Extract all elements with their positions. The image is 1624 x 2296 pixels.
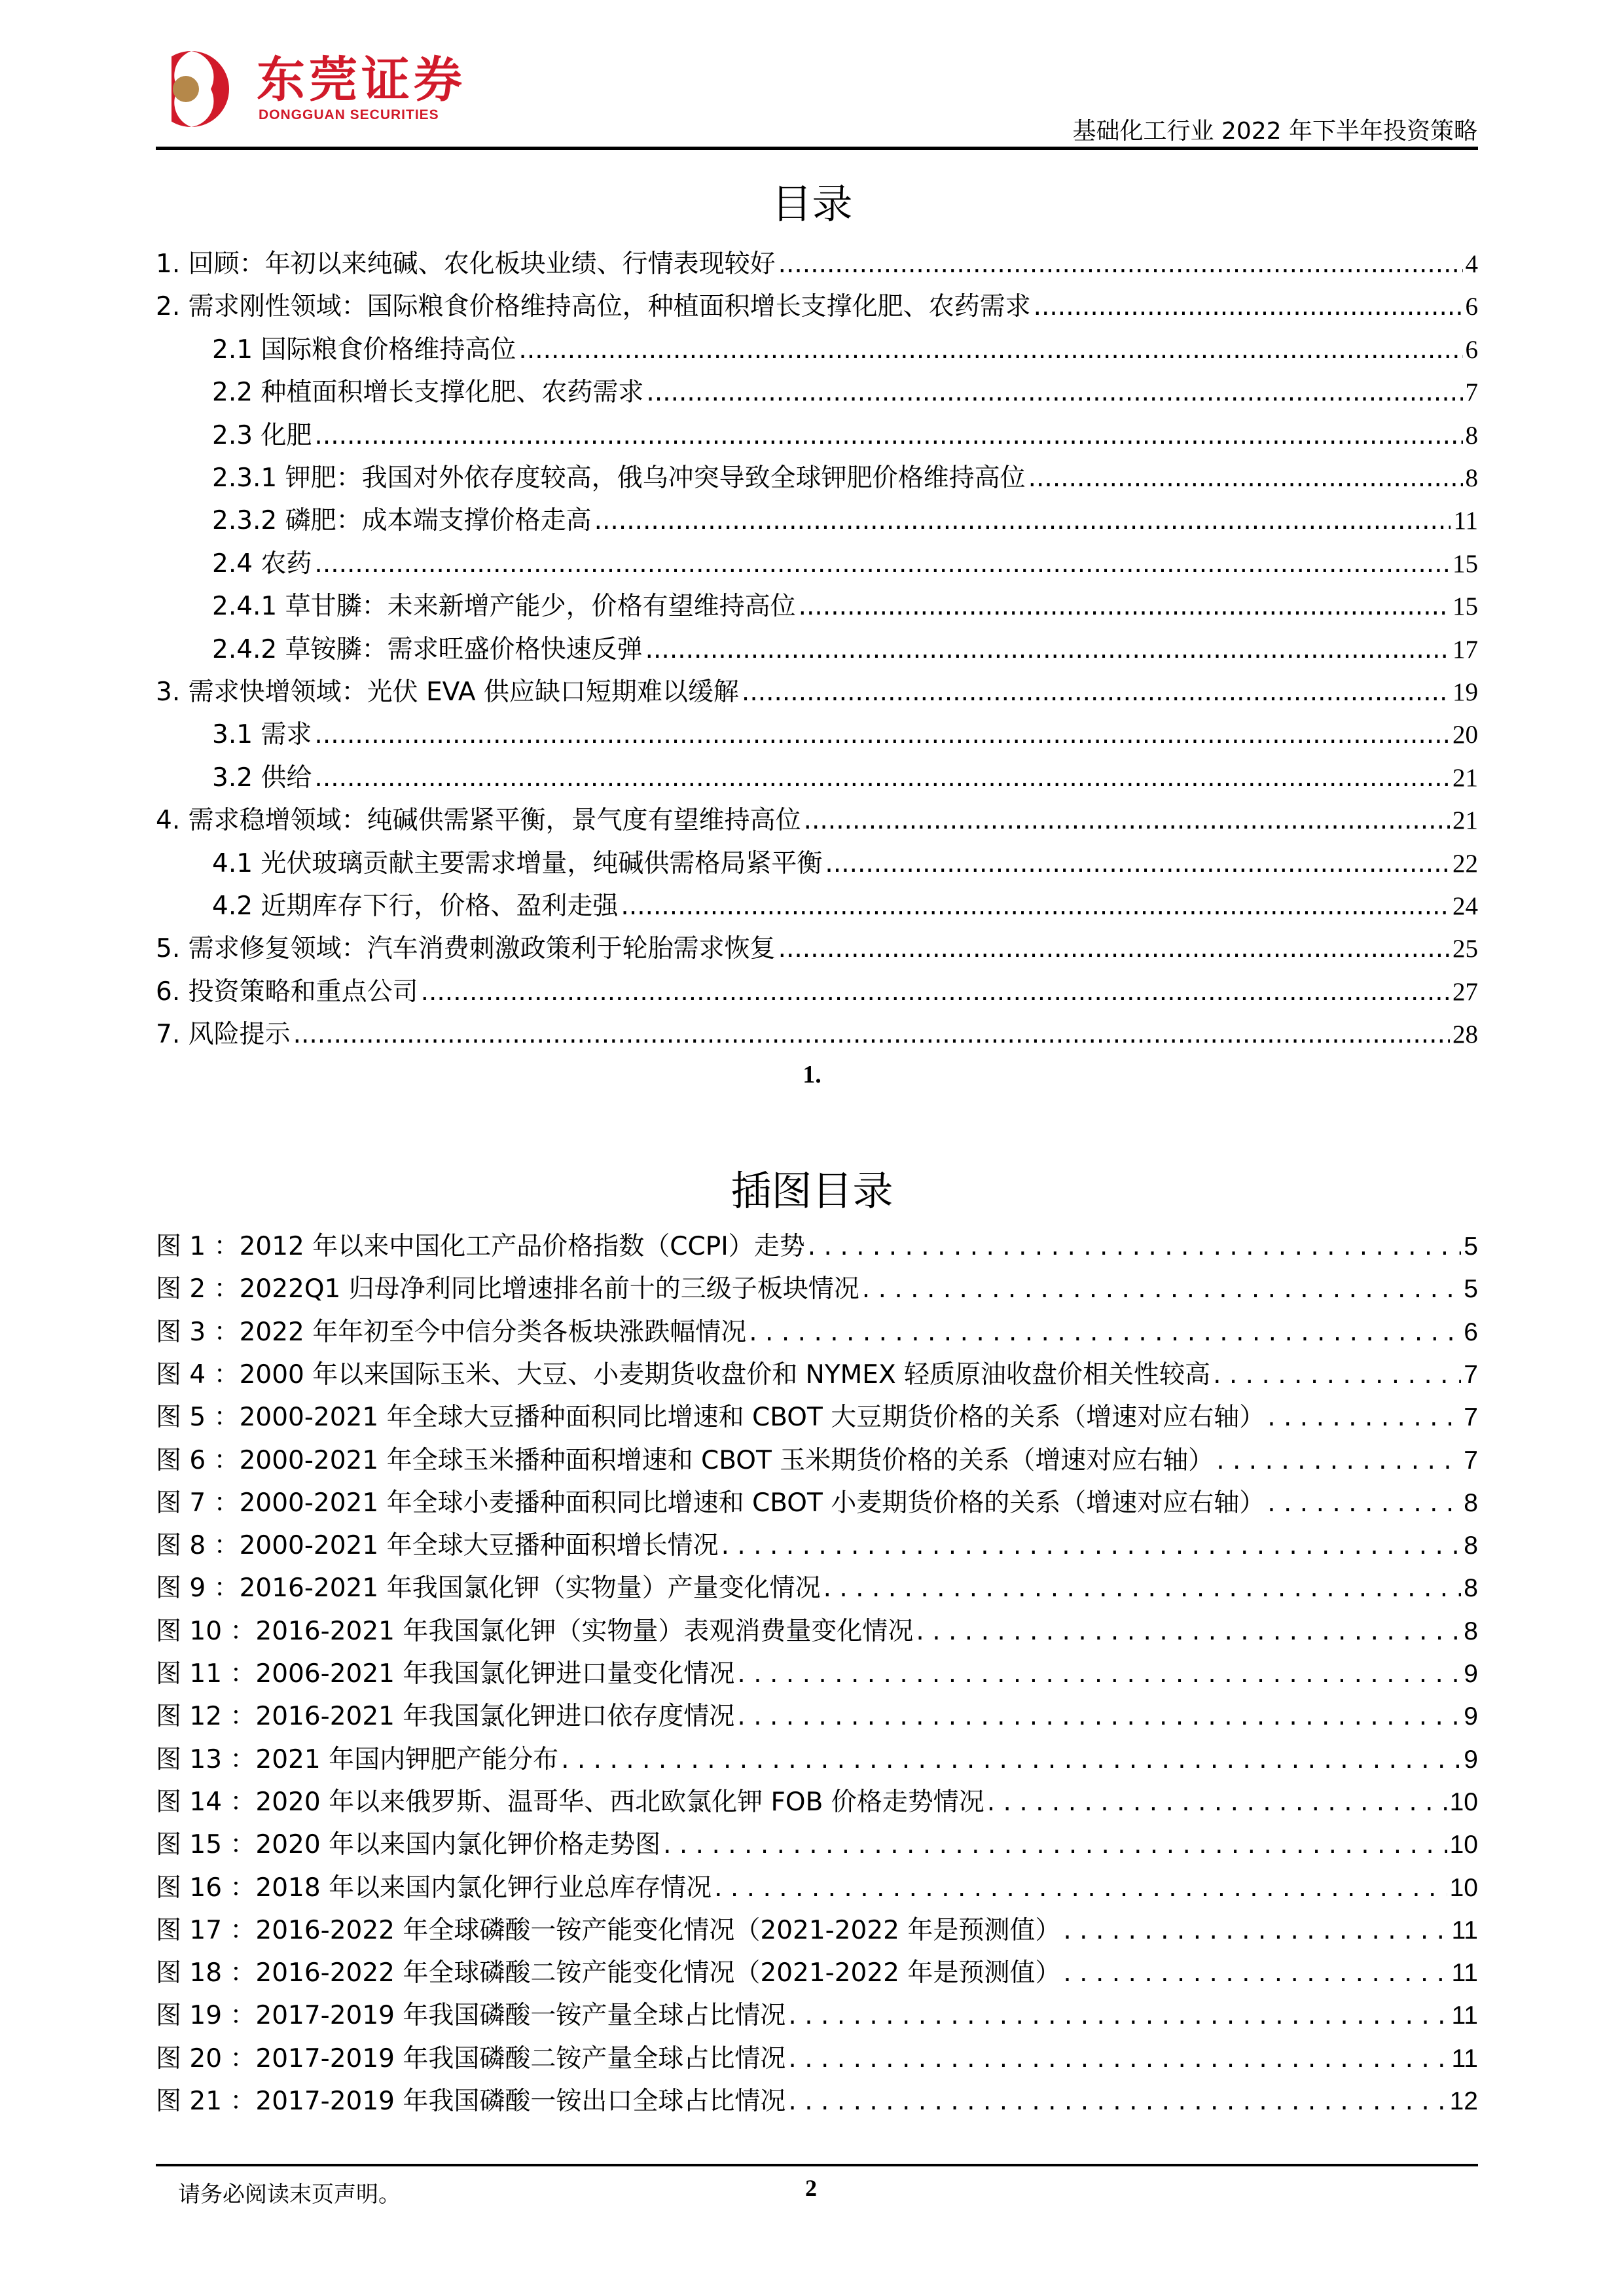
toc-entry[interactable] [156, 886, 1478, 925]
entry-page: 11 [1451, 1916, 1478, 1945]
section-number: 1. [803, 1061, 821, 1088]
dot-leader [561, 1745, 1461, 1774]
dot-leader [737, 1702, 1461, 1731]
dot-leader [862, 1274, 1462, 1304]
entry-page: 11 [1451, 2001, 1478, 2030]
entry-page: 15 [1453, 549, 1478, 578]
entry-label: 2.4 农药 [212, 548, 312, 579]
figure-entry[interactable] [156, 2038, 1478, 2077]
dot-leader [737, 1659, 1461, 1689]
entry-label: 图 10 ：2016-2021 年我国氯化钾（实物量）表观消费量变化情况 [156, 1616, 914, 1646]
entry-page: 10 [1449, 1873, 1478, 1902]
entry-page: 9 [1464, 1660, 1478, 1688]
entry-label: 图 13 ：2021 年国内钾肥产能分布 [156, 1744, 559, 1774]
entry-label: 5. 需求修复领域：汽车消费刺激政策利于轮胎需求恢复 [156, 934, 776, 964]
dot-leader [646, 378, 1462, 407]
entry-page: 27 [1453, 977, 1478, 1006]
entry-page: 12 [1449, 2087, 1478, 2115]
figure-entry[interactable] [156, 1995, 1478, 2034]
figure-entry[interactable] [156, 1525, 1478, 1564]
dot-leader [314, 763, 1450, 793]
entry-label: 图 17 ：2016-2022 年全球磷酸一铵产能变化情况（2021-2022 年是预测值） [156, 1915, 1061, 1945]
report-title: 基础化工行业 2022 年下半年投资策略 [1072, 118, 1477, 145]
entry-label: 4.2 近期库存下行，价格、盈利走强 [212, 891, 619, 921]
entry-page: 21 [1453, 763, 1478, 792]
entry-label: 图 7 ：2000-2021 年全球小麦播种面积同比增速和 CBOT 小麦期货价格的关系（增速对应右轴） [156, 1488, 1265, 1518]
entry-page: 9 [1464, 1745, 1478, 1774]
entry-page: 22 [1453, 849, 1478, 878]
figure-entry[interactable] [156, 1867, 1478, 1907]
figure-entry[interactable] [156, 1268, 1478, 1308]
dot-leader [1063, 1958, 1449, 1988]
footer-divider [156, 2164, 1478, 2166]
figure-entry[interactable] [156, 1440, 1478, 1479]
entry-page: 11 [1451, 2044, 1478, 2073]
figure-entry[interactable] [156, 1354, 1478, 1393]
toc-entry[interactable] [156, 329, 1478, 368]
entry-label: 2.4.2 草铵膦：需求旺盛价格快速反弹 [212, 634, 643, 664]
entry-page: 6 [1464, 1318, 1478, 1346]
toc-entry[interactable] [156, 372, 1478, 411]
entry-label: 图 2 ：2022Q1 归母净利同比增速排名前十的三级子板块情况 [156, 1274, 859, 1304]
entry-label: 图 9 ：2016-2021 年我国氯化钾（实物量）产量变化情况 [156, 1573, 821, 1604]
dot-leader [1063, 1916, 1449, 1945]
entry-page: 9 [1464, 1702, 1478, 1731]
entry-page: 10 [1449, 1831, 1478, 1859]
entry-page: 5 [1464, 1275, 1478, 1304]
figure-entry[interactable] [156, 2081, 1478, 2120]
entry-label: 图 8 ：2000-2021 年全球大豆播种面积增长情况 [156, 1531, 719, 1561]
dot-leader [778, 249, 1463, 279]
entry-page: 11 [1451, 1959, 1478, 1988]
entry-page: 15 [1453, 592, 1478, 621]
figure-entry[interactable] [156, 1696, 1478, 1735]
figure-entry[interactable] [156, 1568, 1478, 1607]
entry-page: 6 [1465, 335, 1478, 364]
entry-page: 24 [1453, 892, 1478, 920]
toc-entry[interactable] [156, 714, 1478, 753]
entry-page: 7 [1464, 1403, 1478, 1432]
entry-page: 11 [1453, 507, 1478, 535]
dot-leader [645, 635, 1450, 664]
page-number: 2 [805, 2175, 817, 2201]
toc-entry[interactable] [156, 415, 1478, 454]
entry-page: 7 [1465, 378, 1478, 407]
entry-label: 2. 需求刚性领域：国际粮食价格维持高位，种植面积增长支撑化肥、农药需求 [156, 292, 1031, 322]
entry-label: 图 11 ：2006-2021 年我国氯化钾进口量变化情况 [156, 1659, 735, 1689]
entry-label: 图 4 ：2000 年以来国际玉米、大豆、小麦期货收盘价和 NYMEX 轻质原油收盘价相关性较高 [156, 1359, 1211, 1390]
entry-label: 2.3 化肥 [212, 420, 312, 450]
toc-entry[interactable] [156, 843, 1478, 882]
entry-page: 19 [1453, 678, 1478, 706]
entry-label: 3. 需求快增领域：光伏 EVA 供应缺口短期难以缓解 [156, 677, 739, 707]
entry-label: 2.3.1 钾肥：我国对外依存度较高，俄乌冲突导致全球钾肥价格维持高位 [212, 463, 1026, 493]
entry-page: 8 [1464, 1574, 1478, 1603]
entry-label: 图 15 ：2020 年以来国内氯化钾价格走势图 [156, 1830, 661, 1860]
entry-label: 3.2 供给 [212, 762, 312, 793]
dot-leader [1034, 292, 1463, 321]
dot-leader [788, 2087, 1447, 2116]
dot-leader [314, 549, 1450, 579]
figure-entry[interactable] [156, 1397, 1478, 1436]
entry-label: 图 19 ：2017-2019 年我国磷酸一铵产量全球占比情况 [156, 2001, 786, 2031]
company-logo [171, 47, 473, 132]
logo-chinese-name: 东莞证券 [257, 52, 466, 108]
entry-page: 7 [1464, 1360, 1478, 1389]
entry-page: 4 [1465, 250, 1478, 278]
toc-entry[interactable] [156, 971, 1478, 1011]
entry-page: 21 [1453, 806, 1478, 835]
toc-title: 目录 [771, 180, 853, 228]
dot-leader [749, 1318, 1461, 1347]
figures-title: 插图目录 [731, 1167, 893, 1215]
toc-entry[interactable] [156, 928, 1478, 967]
dot-leader [1216, 1446, 1461, 1475]
toc-entry[interactable] [156, 543, 1478, 583]
dot-leader [1267, 1403, 1461, 1432]
toc-entry[interactable] [156, 243, 1478, 283]
entry-page: 7 [1464, 1446, 1478, 1475]
dot-leader [663, 1830, 1447, 1859]
dot-leader [314, 421, 1462, 450]
toc-entry[interactable] [156, 800, 1478, 839]
dot-leader [808, 1232, 1462, 1261]
dot-leader [518, 335, 1462, 365]
entry-label: 6. 投资策略和重点公司 [156, 977, 418, 1007]
entry-page: 28 [1453, 1020, 1478, 1049]
dot-leader [421, 977, 1450, 1007]
dot-leader [621, 891, 1450, 921]
entry-label: 1. 回顾：年初以来纯碱、农化板块业绩、行情表现较好 [156, 249, 776, 279]
dot-leader [916, 1617, 1461, 1646]
entry-label: 4. 需求稳增领域：纯碱供需紧平衡，景气度有望维持高位 [156, 806, 801, 836]
entry-page: 6 [1465, 293, 1478, 321]
dot-leader [1267, 1488, 1461, 1518]
entry-page: 25 [1453, 935, 1478, 963]
logo-english-name: DONGGUAN SECURITIES [259, 107, 439, 122]
entry-page: 5 [1464, 1232, 1478, 1261]
dot-leader [799, 592, 1450, 621]
entry-page: 8 [1465, 421, 1478, 450]
toc-entry[interactable] [156, 672, 1478, 711]
entry-label: 图 18 ：2016-2022 年全球磷酸二铵产能变化情况（2021-2022 年是预测值） [156, 1958, 1061, 1988]
entry-page: 10 [1449, 1787, 1478, 1816]
entry-page: 8 [1464, 1532, 1478, 1560]
logo-mark-icon [171, 50, 237, 128]
dot-leader [314, 720, 1450, 749]
entry-label: 4.1 光伏玻璃贡献主要需求增量，纯碱供需格局紧平衡 [212, 848, 823, 878]
footer-disclaimer: 请务必阅读末页声明。 [178, 2181, 401, 2208]
dot-leader [788, 2044, 1449, 2073]
header-divider [156, 147, 1478, 150]
figure-entry[interactable] [156, 1653, 1478, 1693]
figure-entry[interactable] [156, 1824, 1478, 1863]
entry-label: 图 5 ：2000-2021 年全球大豆播种面积同比增速和 CBOT 大豆期货价格的关系（增速对应右轴） [156, 1403, 1265, 1433]
dot-leader [987, 1787, 1447, 1817]
dot-leader [293, 1020, 1450, 1049]
figure-entry[interactable] [156, 1782, 1478, 1821]
entry-page: 8 [1465, 464, 1478, 492]
entry-page: 8 [1464, 1617, 1478, 1645]
entry-label: 3.1 需求 [212, 720, 312, 750]
dot-leader [714, 1873, 1447, 1903]
toc-entry[interactable] [156, 757, 1478, 797]
figure-entry[interactable] [156, 1952, 1478, 1992]
toc-entry[interactable] [156, 629, 1478, 668]
entry-page: 17 [1453, 635, 1478, 664]
entry-label: 7. 风险提示 [156, 1020, 291, 1050]
entry-label: 2.1 国际粮食价格维持高位 [212, 334, 516, 365]
dot-leader [823, 1573, 1462, 1603]
figure-entry[interactable] [156, 1226, 1478, 1265]
entry-label: 图 1 ：2012 年以来中国化工产品价格指数（CCPI）走势 [156, 1232, 805, 1261]
dot-leader [804, 806, 1450, 835]
dot-leader [788, 2001, 1449, 2030]
entry-label: 2.2 种植面积增长支撑化肥、农药需求 [212, 378, 644, 408]
entry-label: 图 12 ：2016-2021 年我国氯化钾进口依存度情况 [156, 1702, 735, 1732]
entry-label: 2.3.2 磷肥：成本端支撑价格走高 [212, 506, 592, 536]
entry-label: 图 3 ：2022 年年初至今中信分类各板块涨跌幅情况 [156, 1317, 747, 1347]
dot-leader [1028, 463, 1463, 493]
dot-leader [1213, 1360, 1461, 1390]
entry-label: 图 21 ：2017-2019 年我国磷酸一铵出口全球占比情况 [156, 2087, 786, 2116]
entry-page: 20 [1453, 721, 1478, 749]
figure-entry[interactable] [156, 1611, 1478, 1650]
entry-label: 2.4.1 草甘膦：未来新增产能少，价格有望维持高位 [212, 592, 796, 622]
toc-entry[interactable] [156, 500, 1478, 539]
dot-leader [721, 1531, 1462, 1560]
dot-leader [825, 849, 1450, 878]
toc-entry[interactable] [156, 457, 1478, 497]
entry-page: 8 [1464, 1488, 1478, 1517]
figure-entry[interactable] [156, 1910, 1478, 1949]
dot-leader [742, 677, 1450, 707]
figure-entry[interactable] [156, 1482, 1478, 1522]
entry-label: 图 14 ：2020 年以来俄罗斯、温哥华、西北欧氯化钾 FOB 价格走势情况 [156, 1787, 984, 1817]
entry-label: 图 20 ：2017-2019 年我国磷酸二铵产量全球占比情况 [156, 2043, 786, 2073]
dot-leader [594, 506, 1451, 535]
dot-leader [778, 934, 1450, 963]
figure-entry[interactable] [156, 1312, 1478, 1351]
entry-label: 图 6 ：2000-2021 年全球玉米播种面积增速和 CBOT 玉米期货价格的关系（增速对应右轴） [156, 1445, 1214, 1475]
figure-entry[interactable] [156, 1739, 1478, 1778]
entry-label: 图 16 ：2018 年以来国内氯化钾行业总库存情况 [156, 1873, 712, 1903]
toc-entry[interactable] [156, 1014, 1478, 1053]
toc-entry[interactable] [156, 286, 1478, 325]
toc-entry[interactable] [156, 586, 1478, 625]
